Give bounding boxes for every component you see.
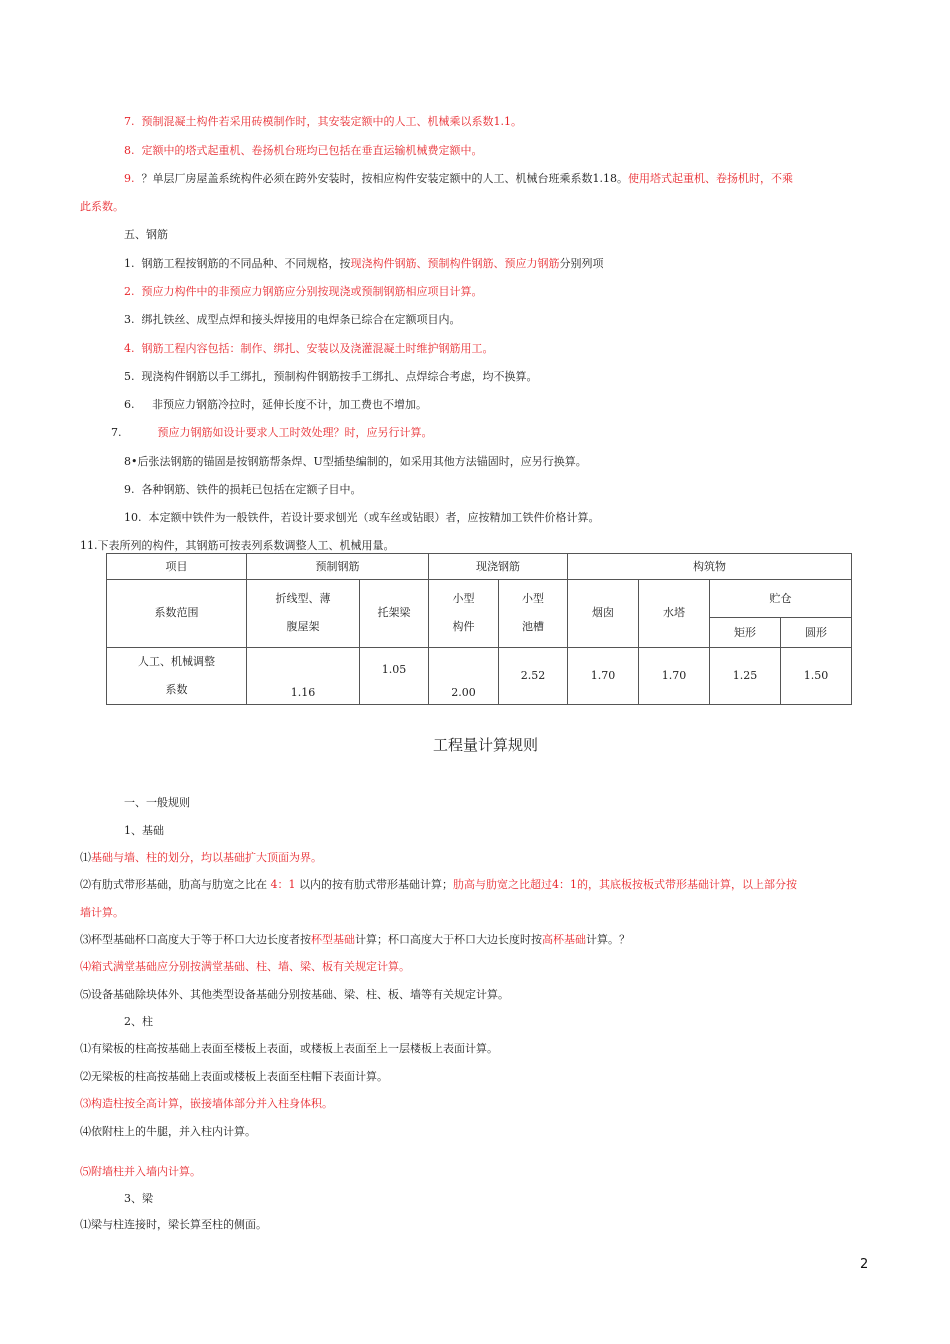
row-label-l2: 系数 [165, 682, 188, 696]
header-small-pool-l1: 小型 [522, 592, 544, 606]
column-p3-num: ⑶ [80, 1097, 91, 1110]
rebar-item-11: 11.下表所列的构件，其钢筋可按表列系数调整人工、机械用量。 [80, 539, 395, 552]
column-p4-num: ⑷ [80, 1125, 91, 1138]
general-rules-heading: 一、一般规则 [124, 796, 190, 809]
header-small-pool [499, 580, 568, 647]
rebar-item-2-num: 2. [124, 285, 135, 298]
rebar-item-7-num: 7. [111, 426, 122, 439]
column-p5 [80, 1164, 201, 1180]
column-p4 [80, 1124, 256, 1140]
foundation-p3-c: 计算；杯口高度大于杯口大边长度时按 [355, 933, 542, 946]
column-p2-text: 无梁板的柱高按基础上表面或楼板上表面至柱帽下表面计算。 [91, 1070, 388, 1083]
rebar-item-6 [124, 397, 427, 413]
header-silo-round: 圆形 [781, 618, 852, 647]
rebar-item-1-red: 现浇构件钢筋、预制构件钢筋、预应力钢筋 [350, 257, 560, 270]
rebar-item-9 [124, 482, 362, 498]
header-structures: 构筑物 [568, 554, 852, 580]
foundation-p1-num: ⑴ [80, 851, 91, 864]
coefficient-table [106, 553, 852, 705]
rebar-item-6-num: 6. [124, 398, 135, 411]
rebar-item-4-text: 钢筋工程内容包括：制作、绑扎、安装以及浇灌混凝土时维护钢筋用工。 [141, 342, 494, 355]
value-small-member-text: 2.00 [451, 685, 476, 699]
foundation-p5-num: ⑸ [80, 988, 91, 1001]
foundation-p2-c: 以内的按有肋式带形基础计算； [299, 878, 453, 891]
rebar-item-7 [111, 425, 433, 441]
column-p1-num: ⑴ [80, 1042, 91, 1055]
header-small-pool-l2: 池槽 [522, 620, 544, 634]
note-8-text: 定额中的塔式起重机、卷扬机台班均已包括在垂直运输机械费定额中。 [141, 144, 483, 157]
rebar-item-4-num: 4. [124, 342, 135, 355]
foundation-p2-d: 肋高与肋宽之比超过4：1的，其底板按板式带形基础计算，以上部分按 [453, 878, 797, 891]
value-silo-round: 1.50 [781, 647, 852, 704]
rebar-item-8: 8•后张法钢筋的锚固是按钢筋帮条焊、U型插垫编制的，如采用其他方法锚固时，应另行换算。 [124, 455, 587, 468]
column-p3-text: 构造柱按全高计算，嵌接墙体部分并入柱身体积。 [91, 1097, 333, 1110]
rebar-item-10-text: 本定额中铁件为一般铁件，若设计要求刨光（或车丝或钻眼）者，应按精加工铁件价格计算。 [148, 511, 600, 524]
header-water-tower: 水塔 [639, 580, 710, 647]
beam-p1-num: ⑴ [80, 1218, 91, 1231]
beam-heading: 3、梁 [124, 1192, 153, 1205]
rebar-item-5-num: 5. [124, 370, 135, 383]
foundation-p3-a: 杯型基础杯口高度大于等于杯口大边长度者按 [91, 933, 311, 946]
value-small-member [429, 647, 499, 704]
foundation-p2-num: ⑵ [80, 878, 91, 891]
header-item: 项目 [107, 554, 247, 580]
header-small-member [429, 580, 499, 647]
value-truss-beam-text: 1.05 [381, 662, 407, 676]
foundation-p3-b: 杯型基础 [311, 933, 355, 946]
foundation-heading: 1、基础 [124, 824, 164, 837]
header-truss-beam: 托架梁 [360, 580, 429, 647]
column-p5-text: 附墙柱并入墙内计算。 [91, 1165, 201, 1178]
rebar-item-3-text: 绑扎铁丝、成型点焊和接头焊接用的电焊条已综合在定额项目内。 [141, 313, 461, 326]
header-folded-truss-l2: 腹屋架 [286, 620, 320, 634]
value-folded-truss-text: 1.16 [290, 685, 316, 699]
foundation-p1 [80, 850, 322, 866]
foundation-p5-text: 设备基础除块体外、其他类型设备基础分别按基础、梁、柱、板、墙等有关规定计算。 [91, 988, 509, 1001]
row-label [107, 647, 247, 704]
column-p1 [80, 1041, 498, 1057]
rebar-item-3-num: 3. [124, 313, 135, 326]
value-chimney: 1.70 [568, 647, 639, 704]
value-folded-truss [247, 647, 360, 704]
note-9 [124, 171, 793, 187]
foundation-p3-e: 计算。？ [586, 933, 630, 946]
foundation-p2 [80, 877, 797, 893]
row-label-l1: 人工、机械调整 [138, 654, 215, 668]
rebar-heading: 五、钢筋 [124, 228, 168, 241]
foundation-p4 [80, 959, 410, 975]
rebar-item-1-num: 1. [124, 257, 135, 270]
value-water-tower: 1.70 [639, 647, 710, 704]
rebar-item-5 [124, 369, 538, 385]
column-p2 [80, 1069, 388, 1085]
note-9-num: 9. [124, 172, 135, 185]
value-truss-beam [360, 647, 429, 704]
header-cast-in-place: 现浇钢筋 [429, 554, 568, 580]
header-folded-truss-l1: 折线型、薄 [275, 592, 331, 606]
value-silo-rect: 1.25 [710, 647, 781, 704]
note-7-text: 预制混凝土构件若采用砖模制作时，其安装定额中的人工、机械乘以系数1.1。 [141, 115, 522, 128]
foundation-p4-num: ⑷ [80, 960, 91, 973]
header-silo: 贮仓 [710, 580, 852, 618]
header-small-member-l1: 小型 [452, 592, 475, 606]
header-precast: 预制钢筋 [247, 554, 429, 580]
note-7-num: 7. [124, 115, 135, 128]
page-number: 2 [860, 1257, 869, 1272]
rebar-item-9-num: 9. [124, 483, 135, 496]
note-9-text: ？单层厂房屋盖系统构件必须在跨外安装时，按相应构件安装定额中的人工、机械台班乘系数1.18。 [141, 172, 628, 185]
rebar-item-2 [124, 284, 483, 300]
note-9-continuation: 此系数。 [80, 200, 124, 213]
foundation-p1-text: 基础与墙、柱的划分，均以基础扩大顶面为界。 [91, 851, 322, 864]
foundation-p3 [80, 932, 630, 948]
rebar-item-1-post: 分别列项 [559, 257, 604, 270]
rules-title: 工程量计算规则 [433, 736, 539, 754]
foundation-p2-b: 4：1 [270, 878, 296, 891]
note-7 [124, 114, 522, 130]
foundation-p3-d: 高杯基础 [542, 933, 586, 946]
column-p4-text: 依附柱上的牛腿，并入柱内计算。 [91, 1125, 256, 1138]
rebar-item-9-text: 各种钢筋、铁件的损耗已包括在定额子目中。 [141, 483, 362, 496]
header-chimney: 烟囱 [568, 580, 639, 647]
rebar-item-4 [124, 341, 494, 357]
rebar-item-1-pre: 钢筋工程按钢筋的不同品种、不同规格，按 [141, 257, 351, 270]
header-folded-truss [247, 580, 360, 647]
column-p5-num: ⑸ [80, 1165, 91, 1178]
column-p2-num: ⑵ [80, 1070, 91, 1083]
header-coefficient-range: 系数范围 [107, 580, 247, 647]
rebar-item-10 [124, 510, 600, 526]
column-p1-text: 有梁板的柱高按基础上表面至楼板上表面，或楼板上表面至上一层楼板上表面计算。 [91, 1042, 498, 1055]
rebar-item-7-text: 预应力钢筋如设计要求人工时效处理？时，应另行计算。 [157, 426, 433, 439]
rebar-item-10-num: 10. [124, 511, 142, 524]
beam-p1-text: 梁与柱连接时，梁长算至柱的侧面。 [91, 1218, 267, 1231]
rebar-item-6-text: 非预应力钢筋冷拉时，延伸长度不计，加工费也不增加。 [151, 398, 427, 411]
note-8 [124, 143, 483, 159]
rebar-item-5-text: 现浇构件钢筋以手工绑扎，预制构件钢筋按手工绑扎、点焊综合考虑，均不换算。 [141, 370, 538, 383]
header-small-member-l2: 构件 [452, 620, 475, 634]
foundation-p2-continuation: 墙计算。 [80, 906, 124, 919]
foundation-p5 [80, 987, 509, 1003]
foundation-p2-a: 有肋式带形基础，肋高与肋宽之比在 [91, 878, 267, 891]
rebar-item-3 [124, 312, 461, 328]
column-p3 [80, 1096, 333, 1112]
header-silo-rect: 矩形 [710, 618, 781, 647]
beam-p1 [80, 1217, 267, 1233]
rebar-item-1 [124, 256, 604, 272]
foundation-p4-text: 箱式满堂基础应分别按满堂基础、柱、墙、梁、板有关规定计算。 [91, 960, 410, 973]
value-small-pool: 2.52 [499, 647, 568, 704]
rebar-item-2-text: 预应力构件中的非预应力钢筋应分别按现浇或预制钢筋相应项目计算。 [141, 285, 483, 298]
note-9-text-red: 使用塔式起重机、卷扬机时，不乘 [628, 172, 793, 185]
column-heading: 2、柱 [124, 1015, 153, 1028]
note-8-num: 8. [124, 144, 135, 157]
foundation-p3-num: ⑶ [80, 933, 91, 946]
